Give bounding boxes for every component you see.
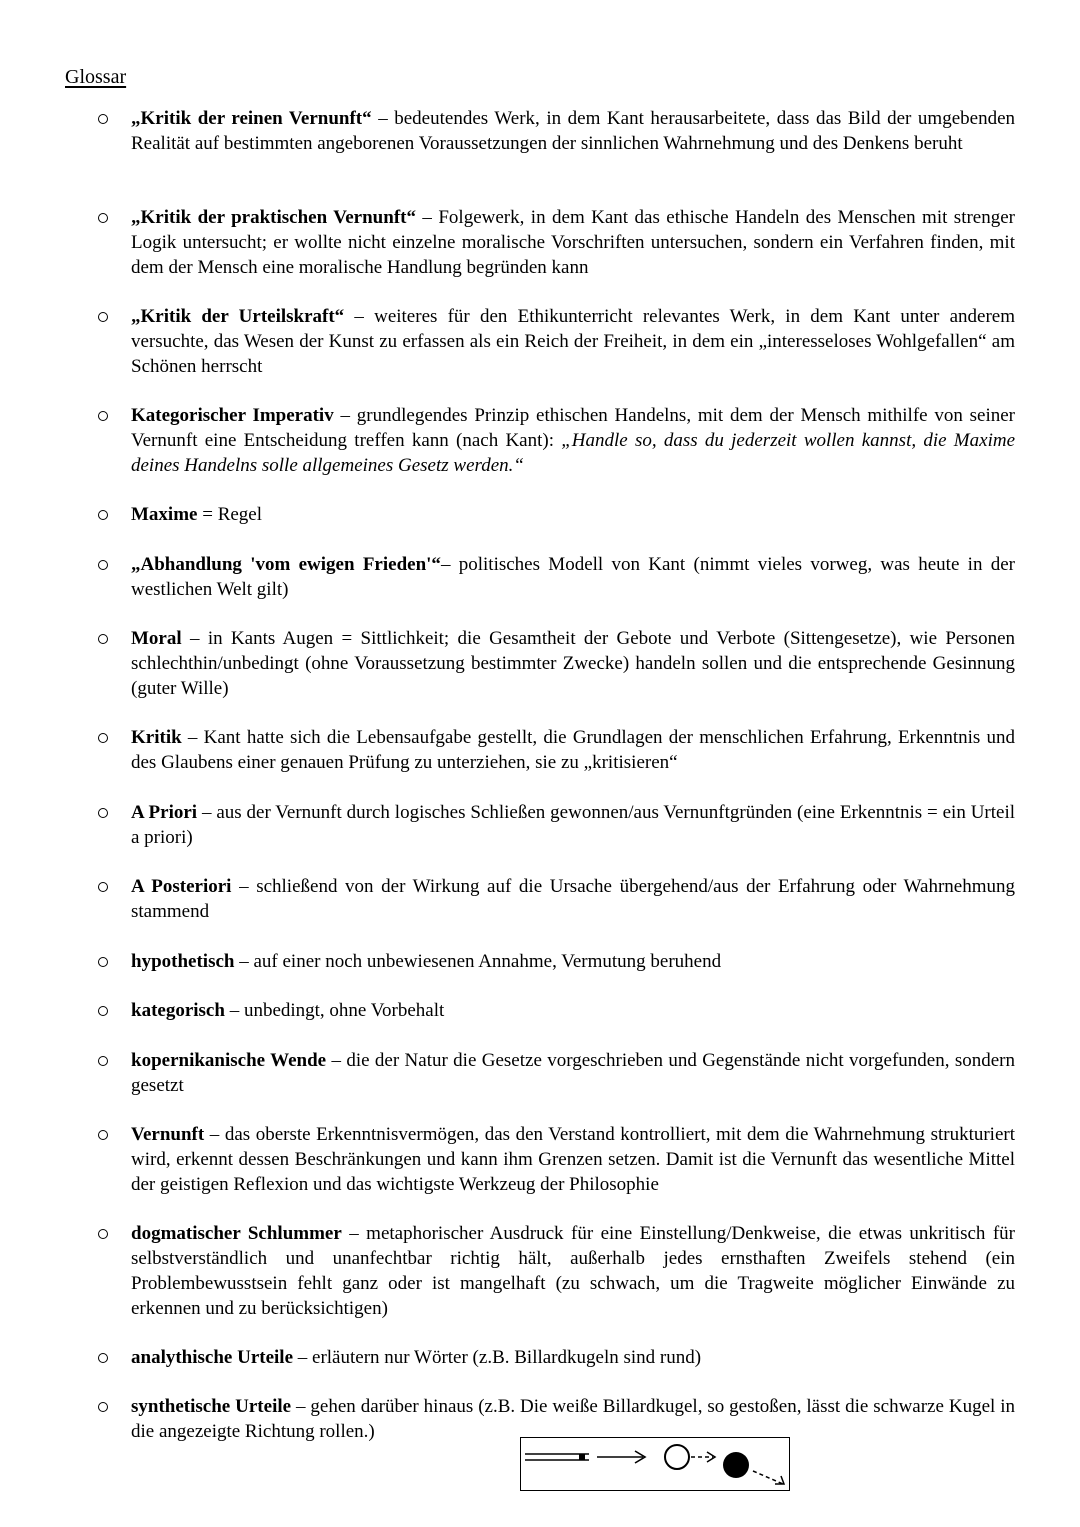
entry-quote: „Handle so, dass du jederzeit wollen kannst, die Maxime deines Handelns solle allgemeines Gesetz werden.“ <box>131 430 1015 476</box>
cue-tip-icon <box>579 1454 585 1460</box>
entry-definition: Folgewerk, in dem Kant das ethische Handeln des Menschen mit strenger Logik untersucht; er wollte nicht einzelne moralische Vorschriften untersuchen, sondern ein Verfahren finden, mit dem der Mensch eine moralische Handlung begründen kann <box>131 207 1016 278</box>
bullet-icon <box>98 957 108 967</box>
entry-term: Vernunft <box>131 1124 205 1145</box>
entry-separator: – <box>344 306 375 327</box>
entry-separator: – <box>333 405 357 426</box>
entry-term: hypothetisch <box>131 951 235 972</box>
glossary-entry <box>131 205 1015 280</box>
glossary-entry <box>131 106 1015 156</box>
bullet-icon <box>98 411 108 421</box>
bullet-icon <box>98 808 108 818</box>
entry-term: „Kritik der Urteilskraft“ <box>131 306 345 327</box>
bullet-icon <box>98 1130 108 1140</box>
entry-term: A Posteriori <box>131 876 232 897</box>
entry-term: Kritik <box>131 727 182 748</box>
glossary-entry <box>131 800 1015 850</box>
billiard-diagram-svg <box>521 1438 788 1489</box>
entry-separator: – <box>181 628 208 649</box>
entry-separator: – <box>326 1050 347 1071</box>
white-ball-icon <box>665 1445 689 1469</box>
entry-definition: weiteres für den Ethikunterricht relevantes Werk, in dem Kant unter anderem versuchte, das Wesen der Kunst zu erfassen als ein Reich der Freiheit, in dem ein „interesseloses Wohlgefallen“ am Schönen herrscht <box>131 306 1015 377</box>
glossary-entry <box>131 1122 1015 1197</box>
entry-definition: erläutern nur Wörter (z.B. Billardkugeln sind rund) <box>312 1347 702 1368</box>
entry-term: A Priori <box>131 802 198 823</box>
entry-separator: – <box>341 1223 367 1244</box>
entry-separator: – <box>204 1124 225 1145</box>
entry-term: „Kritik der reinen Vernunft“ <box>131 108 372 129</box>
entry-term: kopernikanische Wende <box>131 1050 327 1071</box>
glossary-entry <box>131 626 1015 701</box>
bullet-icon <box>98 882 108 892</box>
entry-definition: bedeutendes Werk, in dem Kant herausarbeitete, dass das Bild der umgebenden Realität auf bestimmten angeborenen Voraussetzungen der sinnlichen Wahrnehmung und des Denkens beruht <box>131 108 1016 154</box>
glossary-entry <box>131 1345 1015 1370</box>
entry-term: kategorisch <box>131 1000 225 1021</box>
black-ball-icon <box>723 1452 749 1478</box>
entry-separator: – <box>291 1396 311 1417</box>
bullet-icon <box>98 1353 108 1363</box>
glossary-entry <box>131 304 1015 379</box>
glossary-entry <box>131 949 1015 974</box>
entry-definition: die der Natur die Gesetze vorgeschrieben und Gegenstände nicht vorgefunden, sondern gesetzt <box>131 1050 1016 1096</box>
entry-separator: – <box>231 876 257 897</box>
entry-definition: grundlegendes Prinzip ethischen Handelns, mit dem der Mensch mithilfe von seiner Vernunft eine Entscheidung treffen kann (nach Kant): <box>131 405 1015 451</box>
page-title: Glossar <box>65 66 127 88</box>
entry-definition: Kant hatte sich die Lebensaufgabe gestellt, die Grundlagen der menschlichen Erfahrung, Erkenntnis und des Glaubens einer genauen Prüfung zu unterziehen, sie zu „kritisieren“ <box>131 727 1016 773</box>
entry-separator: – <box>234 951 254 972</box>
entry-term: „Abhandlung 'vom ewigen Frieden'“ <box>131 554 441 575</box>
entry-separator: – <box>293 1347 313 1368</box>
entry-separator: – <box>224 1000 244 1021</box>
bullet-icon <box>98 213 108 223</box>
glossary-entry <box>131 403 1015 478</box>
bullet-icon <box>98 1229 108 1239</box>
entry-term: „Kritik der praktischen Vernunft“ <box>131 207 416 228</box>
glossary-entry <box>131 1048 1015 1098</box>
entry-term: Kategorischer Imperativ <box>131 405 334 426</box>
entry-definition: aus der Vernunft durch logisches Schließen gewonnen/aus Vernunftgründen (eine Erkenntnis = ein Urteil a priori) <box>131 802 1016 848</box>
entry-definition: politisches Modell von Kant (nimmt vieles vorweg, was heute in der westlichen Welt gilt) <box>131 554 1016 600</box>
bullet-icon <box>98 114 108 124</box>
entry-separator: – <box>197 802 217 823</box>
bullet-icon <box>98 560 108 570</box>
entry-definition: Regel <box>217 504 263 525</box>
entry-separator: – <box>371 108 395 129</box>
entry-definition: gehen darüber hinaus (z.B. Die weiße Billardkugel, so gestoßen, lässt die schwarze Kugel in die angezeigte Richtung rollen.) <box>131 1396 1015 1442</box>
entry-term: synthetische Urteile <box>131 1396 292 1417</box>
entry-separator: – <box>440 554 459 575</box>
bullet-icon <box>98 1402 108 1412</box>
entry-definition: metaphorischer Ausdruck für eine Einstellung/Denkweise, die etwas unkritisch für selbstverständlich und unanfechtbar richtig hält, außerhalb jedes ernsthaften Zweifels stehend (ein Problembewusstsein fehlt ganz oder ist mangelhaft (zu schwach, um die Tragweite möglicher Einwände zu erkennen und zu berücksichtigen) <box>131 1223 1016 1319</box>
bullet-icon <box>98 312 108 322</box>
billiard-diagram <box>520 1437 790 1491</box>
entry-term: Moral <box>131 628 182 649</box>
entry-term: analythische Urteile <box>131 1347 294 1368</box>
entry-term: dogmatischer Schlummer <box>131 1223 342 1244</box>
entry-separator: = <box>197 504 218 525</box>
entry-definition: in Kants Augen = Sittlichkeit; die Gesamtheit der Gebote und Verbote (Sittengesetze), wie Personen schlechthin/unbedingt (ohne Voraussetzung bestimmter Zwecke) handeln sollen und die entsprechende Gesinnung (guter Wille) <box>131 628 1016 699</box>
glossary-entry <box>131 502 1015 527</box>
bullet-icon <box>98 1006 108 1016</box>
entry-definition: das oberste Erkenntnisvermögen, das den Verstand kontrolliert, mit dem die Wahrnehmung strukturiert wird, erkennt dessen Beschränkungen und kann ihm Grenzen setzen. Damit ist die Vernunft das wesentliche Mittel der geistigen Reflexion und das wichtigste Werkzeug der Philosophie <box>131 1124 1015 1195</box>
entry-definition: auf einer noch unbewiesenen Annahme, Vermutung beruhend <box>253 951 722 972</box>
roll-direction-line <box>753 1471 783 1484</box>
glossary-entry <box>131 552 1015 602</box>
glossary-entry <box>131 874 1015 924</box>
entry-separator: – <box>415 207 439 228</box>
bullet-icon <box>98 634 108 644</box>
bullet-icon <box>98 510 108 520</box>
bullet-icon <box>98 1056 108 1066</box>
entry-definition: unbedingt, ohne Vorbehalt <box>243 1000 445 1021</box>
glossary-entry <box>131 1221 1015 1321</box>
bullet-icon <box>98 733 108 743</box>
entry-definition: schließend von der Wirkung auf die Ursache übergehend/aus der Erfahrung oder Wahrnehmung stammend <box>131 876 1015 922</box>
entry-separator: – <box>181 727 204 748</box>
glossary-entry <box>131 725 1015 775</box>
entry-term: Maxime <box>131 504 198 525</box>
glossary-entry <box>131 998 1015 1023</box>
